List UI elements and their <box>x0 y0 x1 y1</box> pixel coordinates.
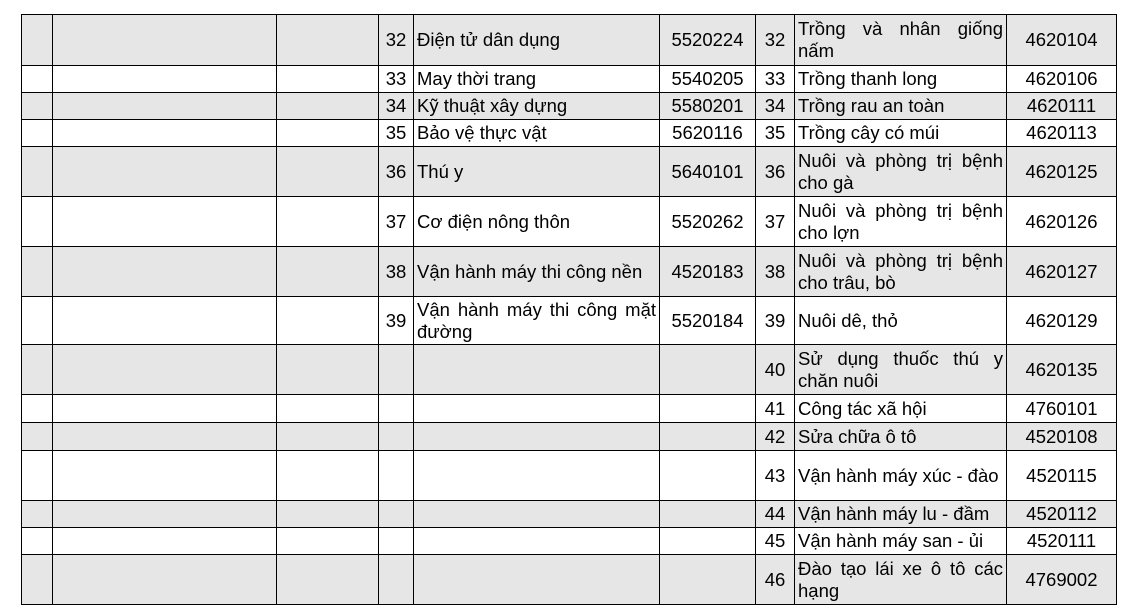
right-number-cell: 33 <box>756 66 795 93</box>
left-code-cell: 5640101 <box>660 147 756 197</box>
right-code-cell: 4620104 <box>1007 15 1117 66</box>
right-number-cell: 32 <box>756 15 795 66</box>
blank-cell <box>22 345 53 395</box>
right-number-cell: 41 <box>756 395 795 423</box>
blank-cell <box>277 147 379 197</box>
table-row <box>22 120 1117 147</box>
right-code-cell: 4520115 <box>1007 451 1117 501</box>
blank-cell <box>277 247 379 297</box>
right-number-cell: 42 <box>756 423 795 451</box>
table-body <box>22 15 1117 605</box>
left-name-cell <box>414 451 660 501</box>
left-name-cell <box>414 423 660 451</box>
right-code-cell: 4620106 <box>1007 66 1117 93</box>
right-name-cell: Trồng rau an toàn <box>795 93 1007 120</box>
blank-cell <box>22 120 53 147</box>
blank-cell <box>53 395 277 423</box>
blank-cell <box>53 423 277 451</box>
left-number-cell <box>379 423 414 451</box>
right-name-cell: Trồng cây có múi <box>795 120 1007 147</box>
table-row <box>22 345 1117 395</box>
left-number-cell: 37 <box>379 197 414 247</box>
right-name-cell: Trồng thanh long <box>795 66 1007 93</box>
blank-cell <box>277 395 379 423</box>
blank-cell <box>22 395 53 423</box>
blank-cell <box>53 345 277 395</box>
blank-cell <box>22 197 53 247</box>
left-number-cell: 33 <box>379 66 414 93</box>
blank-cell <box>22 247 53 297</box>
right-name-cell: Vận hành máy lu - đầm <box>795 501 1007 528</box>
left-number-cell <box>379 501 414 528</box>
right-number-cell: 37 <box>756 197 795 247</box>
right-number-cell: 43 <box>756 451 795 501</box>
left-code-cell: 4520183 <box>660 247 756 297</box>
training-programs-table <box>21 14 1117 605</box>
left-name-cell: Kỹ thuật xây dựng <box>414 93 660 120</box>
left-number-cell <box>379 345 414 395</box>
left-code-cell: 5520224 <box>660 15 756 66</box>
right-number-cell: 38 <box>756 247 795 297</box>
left-name-cell: Vận hành máy thi công mặt đường <box>414 297 660 345</box>
blank-cell <box>277 297 379 345</box>
right-name-cell: Nuôi và phòng trị bệnh cho trâu, bò <box>795 247 1007 297</box>
left-name-cell <box>414 395 660 423</box>
blank-cell <box>22 451 53 501</box>
left-code-cell <box>660 423 756 451</box>
table-row <box>22 15 1117 66</box>
right-code-cell: 4620129 <box>1007 297 1117 345</box>
blank-cell <box>277 528 379 555</box>
left-number-cell: 32 <box>379 15 414 66</box>
left-number-cell <box>379 395 414 423</box>
right-name-cell: Sử dụng thuốc thú y chăn nuôi <box>795 345 1007 395</box>
blank-cell <box>277 501 379 528</box>
right-number-cell: 34 <box>756 93 795 120</box>
blank-cell <box>277 93 379 120</box>
blank-cell <box>53 528 277 555</box>
right-name-cell: Đào tạo lái xe ô tô các hạng <box>795 555 1007 605</box>
left-number-cell: 39 <box>379 297 414 345</box>
blank-cell <box>22 93 53 120</box>
left-code-cell: 5620116 <box>660 120 756 147</box>
left-name-cell <box>414 555 660 605</box>
left-name-cell: May thời trang <box>414 66 660 93</box>
left-code-cell <box>660 501 756 528</box>
blank-cell <box>53 120 277 147</box>
table-row <box>22 93 1117 120</box>
blank-cell <box>22 66 53 93</box>
right-number-cell: 36 <box>756 147 795 197</box>
blank-cell <box>53 555 277 605</box>
blank-cell <box>53 93 277 120</box>
blank-cell <box>277 197 379 247</box>
right-name-cell: Vận hành máy xúc - đào <box>795 451 1007 501</box>
right-name-cell: Vận hành máy san - ủi <box>795 528 1007 555</box>
left-number-cell <box>379 555 414 605</box>
table-row <box>22 297 1117 345</box>
right-code-cell: 4620111 <box>1007 93 1117 120</box>
right-name-cell: Nuôi và phòng trị bệnh cho lợn <box>795 197 1007 247</box>
table-row <box>22 528 1117 555</box>
left-name-cell: Điện tử dân dụng <box>414 15 660 66</box>
right-name-cell: Nuôi dê, thỏ <box>795 297 1007 345</box>
right-code-cell: 4620113 <box>1007 120 1117 147</box>
left-name-cell <box>414 345 660 395</box>
left-number-cell: 36 <box>379 147 414 197</box>
right-code-cell: 4620127 <box>1007 247 1117 297</box>
left-number-cell: 35 <box>379 120 414 147</box>
blank-cell <box>53 147 277 197</box>
blank-cell <box>53 501 277 528</box>
left-name-cell: Cơ điện nông thôn <box>414 197 660 247</box>
right-name-cell: Nuôi và phòng trị bệnh cho gà <box>795 147 1007 197</box>
left-name-cell: Vận hành máy thi công nền <box>414 247 660 297</box>
right-number-cell: 46 <box>756 555 795 605</box>
left-code-cell: 5540205 <box>660 66 756 93</box>
right-number-cell: 44 <box>756 501 795 528</box>
left-name-cell: Bảo vệ thực vật <box>414 120 660 147</box>
right-code-cell: 4760101 <box>1007 395 1117 423</box>
left-name-cell <box>414 528 660 555</box>
left-number-cell <box>379 528 414 555</box>
blank-cell <box>53 451 277 501</box>
left-number-cell: 38 <box>379 247 414 297</box>
left-number-cell <box>379 451 414 501</box>
table-row <box>22 247 1117 297</box>
blank-cell <box>277 345 379 395</box>
table-row <box>22 147 1117 197</box>
table-row <box>22 66 1117 93</box>
left-code-cell: 5580201 <box>660 93 756 120</box>
left-code-cell <box>660 555 756 605</box>
blank-cell <box>53 197 277 247</box>
blank-cell <box>22 501 53 528</box>
blank-cell <box>53 297 277 345</box>
blank-cell <box>22 147 53 197</box>
left-code-cell <box>660 345 756 395</box>
right-name-cell: Trồng và nhân giống nấm <box>795 15 1007 66</box>
left-name-cell: Thú y <box>414 147 660 197</box>
right-name-cell: Công tác xã hội <box>795 395 1007 423</box>
left-code-cell: 5520262 <box>660 197 756 247</box>
blank-cell <box>22 423 53 451</box>
right-number-cell: 39 <box>756 297 795 345</box>
right-code-cell: 4520108 <box>1007 423 1117 451</box>
blank-cell <box>53 247 277 297</box>
left-code-cell <box>660 451 756 501</box>
blank-cell <box>277 15 379 66</box>
left-code-cell <box>660 528 756 555</box>
table-row <box>22 451 1117 501</box>
right-code-cell: 4520112 <box>1007 501 1117 528</box>
left-number-cell: 34 <box>379 93 414 120</box>
right-code-cell: 4620126 <box>1007 197 1117 247</box>
table-row <box>22 395 1117 423</box>
right-code-cell: 4620125 <box>1007 147 1117 197</box>
blank-cell <box>277 451 379 501</box>
blank-cell <box>277 66 379 93</box>
blank-cell <box>22 297 53 345</box>
right-code-cell: 4620135 <box>1007 345 1117 395</box>
table-row <box>22 501 1117 528</box>
right-number-cell: 40 <box>756 345 795 395</box>
blank-cell <box>22 15 53 66</box>
blank-cell <box>277 120 379 147</box>
right-number-cell: 35 <box>756 120 795 147</box>
table-row <box>22 197 1117 247</box>
left-code-cell: 5520184 <box>660 297 756 345</box>
table-row <box>22 555 1117 605</box>
right-number-cell: 45 <box>756 528 795 555</box>
blank-cell <box>277 423 379 451</box>
blank-cell <box>53 66 277 93</box>
blank-cell <box>22 528 53 555</box>
right-code-cell: 4769002 <box>1007 555 1117 605</box>
blank-cell <box>277 555 379 605</box>
table-row <box>22 423 1117 451</box>
left-code-cell <box>660 395 756 423</box>
left-name-cell <box>414 501 660 528</box>
right-name-cell: Sửa chữa ô tô <box>795 423 1007 451</box>
blank-cell <box>22 555 53 605</box>
right-code-cell: 4520111 <box>1007 528 1117 555</box>
blank-cell <box>53 15 277 66</box>
